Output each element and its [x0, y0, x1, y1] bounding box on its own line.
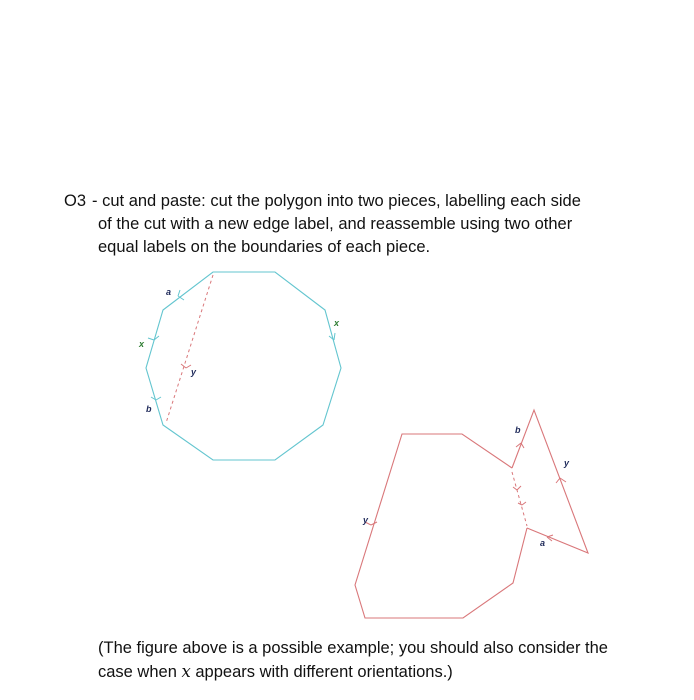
label-y-right: y [564, 458, 570, 468]
arrow-y-cut [181, 364, 191, 368]
note-line-2 [98, 660, 658, 684]
arrow-cut-2 [518, 502, 526, 505]
arrow-b [151, 397, 161, 400]
arrow-x-left [148, 336, 159, 340]
blue-decagon [146, 272, 341, 460]
problem-number: O3 [64, 192, 87, 210]
problem-text-1: - cut and paste: cut the polygon into two pieces, labelling each side [92, 192, 581, 210]
problem-line-3: equal labels on the boundaries of each piece. [98, 238, 431, 256]
label-a-right: a [540, 538, 546, 548]
red-piece-triangle [512, 410, 588, 553]
note-line-2-start: case when [98, 663, 182, 681]
label-a-left: a [166, 287, 172, 297]
cut-line-y-right [512, 472, 527, 526]
label-b-right: b [515, 425, 521, 435]
note-text [98, 637, 658, 684]
label-x-left: x [139, 339, 145, 349]
cut-line-y [166, 275, 213, 423]
note-line-1: (The figure above is a possible example; you should also consider the [98, 639, 608, 657]
label-x-right: x [334, 318, 340, 328]
left-polygon [138, 272, 341, 460]
label-y-cut: y [191, 367, 197, 377]
label-b-left: b [146, 404, 152, 414]
arrow-cut-1 [513, 486, 521, 490]
red-piece-main [355, 434, 527, 618]
note-line-2-end: appears with different orientations.) [190, 663, 453, 681]
right-reassembled [355, 410, 588, 618]
label-y-left: y [363, 515, 369, 525]
problem-line-2: of the cut with a new edge label, and reassemble using two other [98, 215, 573, 233]
math-var-x: x [181, 662, 191, 681]
